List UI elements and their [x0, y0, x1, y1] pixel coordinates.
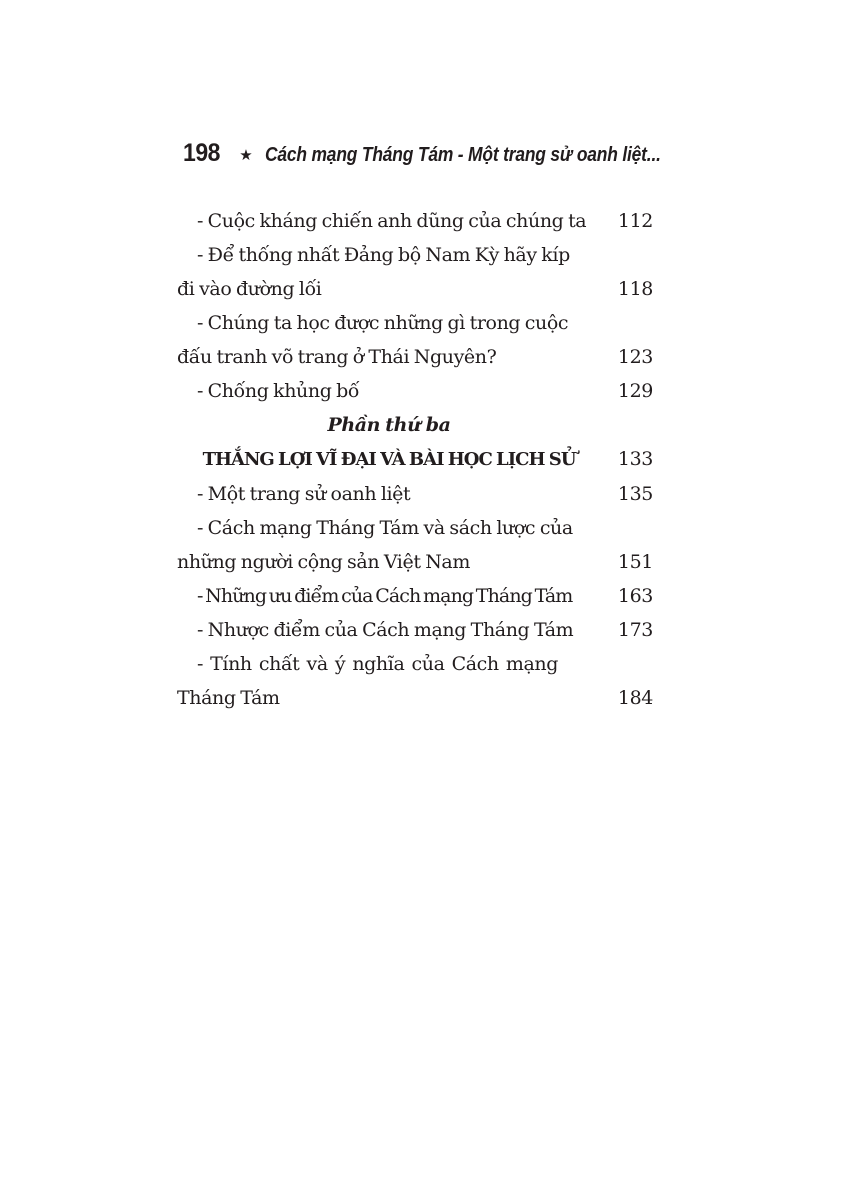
running-header — [183, 139, 720, 168]
toc-section-title — [177, 442, 653, 477]
toc-entry-text: - Cách mạng Tháng Tám và sách lược của — [197, 517, 573, 539]
toc-page-number: 118 — [617, 278, 653, 300]
toc-page-number: 151 — [617, 551, 653, 573]
toc-entry-text: đấu tranh võ trang ở Thái Nguyên? — [177, 346, 497, 368]
toc-page-number: 173 — [617, 619, 653, 641]
toc-entry-text: đi vào đường lối — [177, 278, 322, 300]
toc-page-number: 135 — [617, 483, 653, 505]
toc-row — [177, 272, 653, 306]
toc-entry-text: Tháng Tám — [177, 687, 280, 709]
page-number: 198 — [183, 139, 221, 167]
toc-entry-text: - Nhược điểm của Cách mạng Tháng Tám — [197, 619, 574, 641]
toc-entry-text: - Để thống nhất Đảng bộ Nam Kỳ hãy kíp — [197, 244, 570, 266]
toc-entry-text: - Cuộc kháng chiến anh dũng của chúng ta — [197, 210, 587, 232]
book-title: Cách mạng Tháng Tám - Một trang sử oanh liệt... — [264, 144, 661, 166]
toc-row — [177, 647, 653, 681]
toc-row — [177, 374, 653, 408]
toc-entry-text: - Chúng ta học được những gì trong cuộc — [197, 312, 569, 334]
toc-row — [177, 511, 653, 545]
toc-page-number: 184 — [617, 687, 653, 709]
toc-row — [177, 545, 653, 579]
toc-row — [177, 340, 653, 374]
toc-entry-text: những người cộng sản Việt Nam — [177, 551, 470, 573]
toc-page-number: 123 — [617, 346, 653, 368]
toc-page-number: 129 — [617, 380, 653, 402]
toc-row — [177, 204, 653, 238]
toc-entry-text: - Một trang sử oanh liệt — [197, 483, 411, 505]
toc-row — [177, 477, 653, 511]
star-icon: ★ — [239, 146, 253, 164]
toc-row — [177, 306, 653, 340]
toc-row — [177, 238, 653, 272]
toc-section-label — [177, 408, 653, 442]
toc-page-number: 163 — [617, 585, 653, 607]
table-of-contents — [177, 204, 653, 715]
toc-row — [177, 681, 653, 715]
toc-entry-text: - Chống khủng bố — [197, 380, 360, 402]
toc-entry-text: - Tính chất và ý nghĩa của Cách mạng — [197, 653, 558, 675]
toc-entry-text: - Những ưu điểm của Cách mạng Tháng Tám — [197, 585, 573, 607]
section-title-text: THẮNG LỢI VĨ ĐẠI VÀ BÀI HỌC LỊCH SỬ — [202, 449, 576, 470]
toc-row — [177, 579, 653, 613]
toc-page-number: 112 — [617, 210, 653, 232]
toc-page-number: 133 — [617, 448, 653, 470]
section-label-text: Phần thứ ba — [327, 414, 451, 436]
toc-row — [177, 613, 653, 647]
